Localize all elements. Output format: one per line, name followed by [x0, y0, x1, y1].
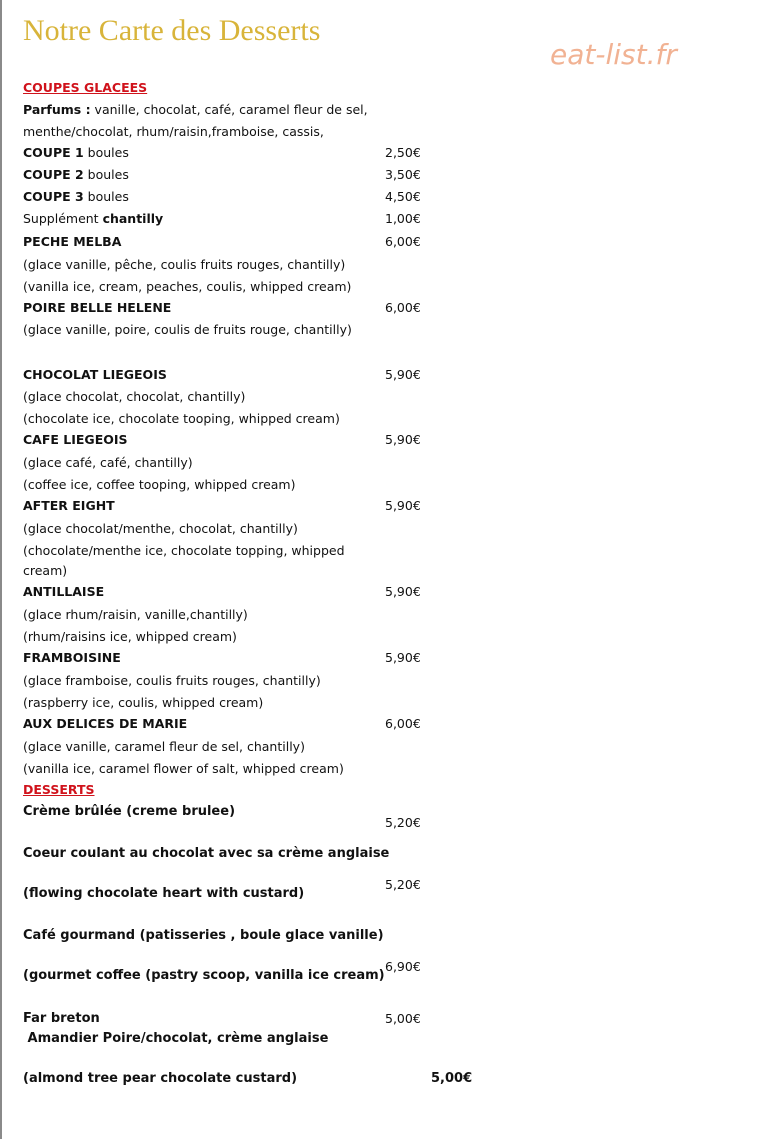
item-suffix: boules	[83, 145, 129, 160]
item-name: AUX DELICES DE MARIE	[23, 716, 188, 731]
coupe-2-row	[23, 167, 129, 182]
supplement-row	[23, 211, 163, 226]
item-description: (glace chocolat/menthe, chocolat, chantilly)	[23, 521, 298, 536]
item-name: AFTER EIGHT	[23, 498, 115, 513]
dessert-price: 5,20€	[385, 877, 421, 892]
dessert-translation: (gourmet coffee (pastry scoop, vanilla ice cream)	[23, 968, 385, 983]
item-description: cream)	[23, 563, 68, 578]
item-description: (glace vanille, poire, coulis de fruits rouge, chantilly)	[23, 322, 352, 337]
item-name: CAFE LIEGEOIS	[23, 432, 128, 447]
item-price: 1,00€	[385, 211, 421, 226]
section-heading-coupes: COUPES GLACEES	[23, 80, 148, 95]
parfums-line-1	[23, 102, 368, 117]
item-price: 5,90€	[385, 650, 421, 665]
dessert-name: Café gourmand (patisseries , boule glace vanille)	[23, 928, 384, 943]
item-name: POIRE BELLE HELENE	[23, 300, 172, 315]
parfums-list-1: vanille, chocolat, café, caramel fleur de sel,	[90, 102, 368, 117]
item-name: COUPE 3	[23, 189, 84, 204]
item-name: FRAMBOISINE	[23, 650, 121, 665]
dessert-price: 5,20€	[385, 815, 421, 830]
item-description: (chocolate ice, chocolate tooping, whipped cream)	[23, 411, 340, 426]
watermark: eat-list.fr	[550, 38, 677, 71]
item-name: PECHE MELBA	[23, 234, 122, 249]
item-description: (raspberry ice, coulis, whipped cream)	[23, 695, 264, 710]
item-price: 5,90€	[385, 498, 421, 513]
item-description: (glace framboise, coulis fruits rouges, chantilly)	[23, 673, 321, 688]
item-description: (glace chocolat, chocolat, chantilly)	[23, 389, 246, 404]
item-price: 6,00€	[385, 300, 421, 315]
item-description: (rhum/raisins ice, whipped cream)	[23, 629, 237, 644]
dessert-price: 5,00€	[431, 1071, 473, 1086]
coupe-3-row	[23, 189, 129, 204]
item-price: 5,90€	[385, 432, 421, 447]
dessert-name: Amandier Poire/chocolat, crème anglaise	[23, 1031, 329, 1046]
dessert-translation: (flowing chocolate heart with custard)	[23, 886, 305, 901]
parfums-line-2: menthe/chocolat, rhum/raisin,framboise, cassis,	[23, 124, 324, 139]
item-name: ANTILLAISE	[23, 584, 105, 599]
item-price: 6,00€	[385, 716, 421, 731]
item-description: (glace vanille, pêche, coulis fruits rouges, chantilly)	[23, 257, 346, 272]
dessert-price: 5,00€	[385, 1011, 421, 1026]
item-description: (glace vanille, caramel fleur de sel, chantilly)	[23, 739, 305, 754]
coupe-1-row	[23, 145, 129, 160]
item-description: (glace café, café, chantilly)	[23, 455, 193, 470]
item-description: (chocolate/menthe ice, chocolate topping, whipped	[23, 543, 345, 558]
item-name: CHOCOLAT LIEGEOIS	[23, 367, 167, 382]
item-price: 3,50€	[385, 167, 421, 182]
parfums-label: Parfums :	[23, 102, 91, 117]
item-description: (glace rhum/raisin, vanille,chantilly)	[23, 607, 248, 622]
dessert-translation: (almond tree pear chocolate custard)	[23, 1071, 298, 1086]
page-left-border	[0, 0, 2, 1139]
item-suffix: boules	[83, 167, 129, 182]
item-description: (coffee ice, coffee tooping, whipped cream)	[23, 477, 296, 492]
item-name: COUPE 1	[23, 145, 84, 160]
item-name: COUPE 2	[23, 167, 84, 182]
menu-title: Notre Carte des Desserts	[23, 14, 321, 47]
item-price: 5,90€	[385, 367, 421, 382]
dessert-price: 6,90€	[385, 959, 421, 974]
item-price: 5,90€	[385, 584, 421, 599]
supplement-prefix: Supplément	[23, 211, 103, 226]
section-heading-desserts: DESSERTS	[23, 782, 95, 797]
supplement-name: chantilly	[102, 211, 164, 226]
item-description: (vanilla ice, caramel flower of salt, whipped cream)	[23, 761, 344, 776]
dessert-name: Coeur coulant au chocolat avec sa crème anglaise	[23, 846, 390, 861]
dessert-name: Far breton	[23, 1011, 100, 1026]
item-price: 4,50€	[385, 189, 421, 204]
item-description: (vanilla ice, cream, peaches, coulis, whipped cream)	[23, 279, 352, 294]
dessert-name: Crème brûlée (creme brulee)	[23, 804, 236, 819]
item-price: 2,50€	[385, 145, 421, 160]
item-price: 6,00€	[385, 234, 421, 249]
item-suffix: boules	[83, 189, 129, 204]
